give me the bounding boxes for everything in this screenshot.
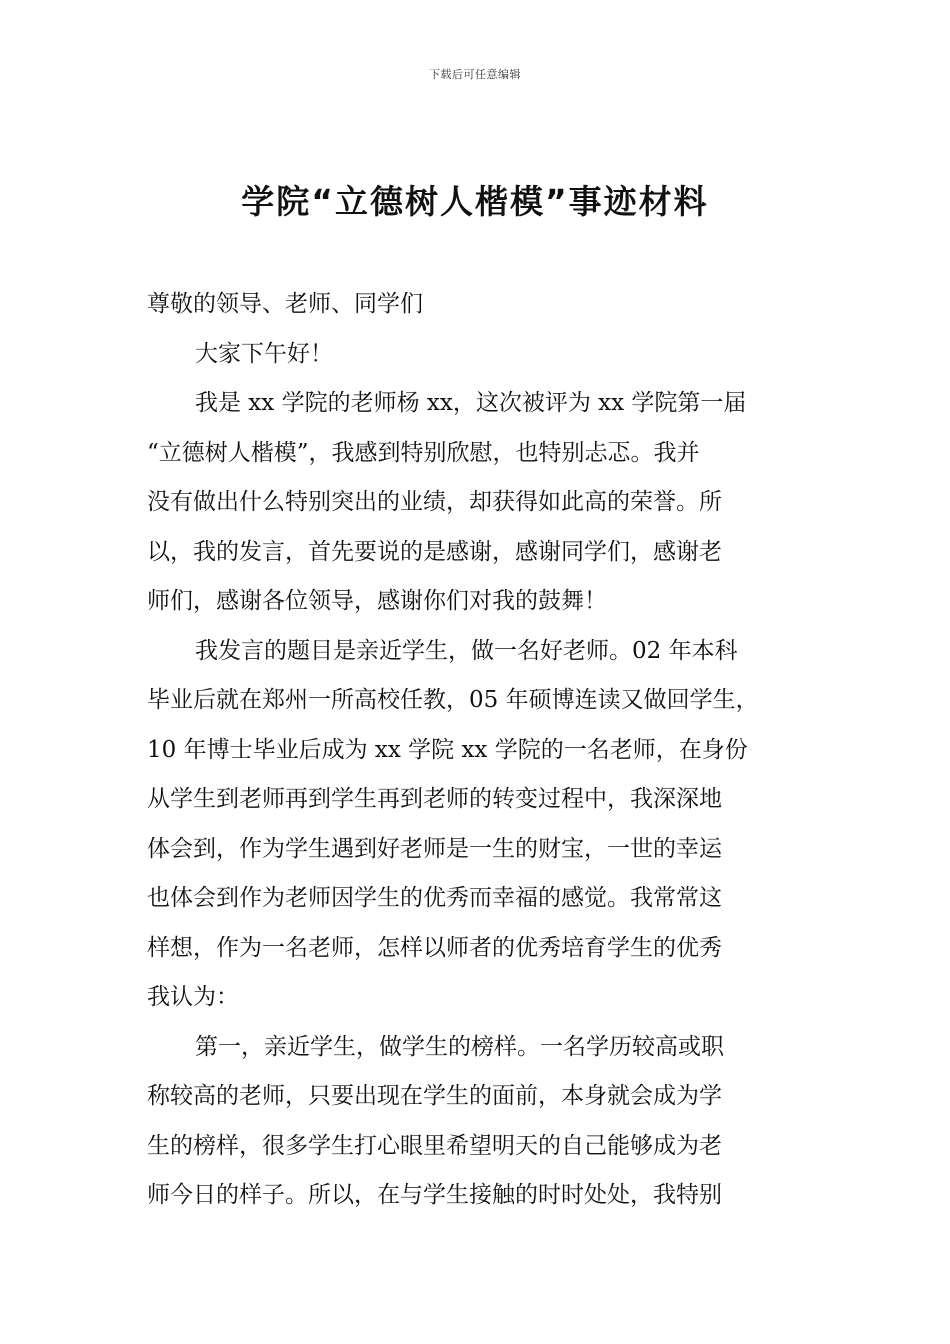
paragraph-line: 第一，亲近学生，做学生的榜样。一名学历较高或职 [195,1033,724,1060]
paragraph-line: 10 年博士毕业后成为 xx 学院 xx 学院的一名老师，在身份 [147,736,748,763]
paragraph-line: 称较高的老师，只要出现在学生的面前，本身就会成为学 [147,1083,722,1109]
paragraph-line: 没有做出什么特别突出的业绩，却获得如此高的荣誉。所 [147,489,722,515]
paragraph-line: 我发言的题目是亲近学生，做一名好老师。02 年本科 [195,637,738,664]
paragraph-line: 以，我的发言，首先要说的是感谢，感谢同学们，感谢老 [147,538,722,565]
paragraph-line: 毕业后就在郑州一所高校任教，05 年硕博连读又做回学生， [147,687,759,713]
paragraph-line: 师们，感谢各位领导，感谢你们对我的鼓舞！ [147,588,607,614]
greeting-line: 大家下午好！ [195,340,333,367]
paragraph-line: “立德树人楷模”，我感到特别欣慰，也特别忐忑。我并 [147,439,700,466]
paragraph-line: 我是 xx 学院的老师杨 xx，这次被评为 xx 学院第一届 [195,390,747,416]
paragraph-line: 我认为： [147,984,239,1010]
paragraph-line: 样想，作为一名老师，怎样以师者的优秀培育学生的优秀 [147,934,722,961]
header-note: 下载后可任意编辑 [429,68,521,81]
document-title: 学院“立德树人楷模”事迹材料 [241,182,709,221]
salutation-line: 尊敬的领导、老师、同学们 [147,291,423,317]
paragraph-line: 师今日的样子。所以，在与学生接触的时时处处，我特别 [147,1182,722,1208]
paragraph-line: 生的榜样，很多学生打心眼里希望明天的自己能够成为老 [147,1132,722,1159]
paragraph-line: 也体会到作为老师因学生的优秀而幸福的感觉。我常常这 [147,885,722,911]
document-body [147,280,812,1221]
paragraph-line: 体会到，作为学生遇到好老师是一生的财宝，一世的幸运 [147,835,722,862]
paragraph-line: 从学生到老师再到学生再到老师的转变过程中，我深深地 [147,786,722,812]
